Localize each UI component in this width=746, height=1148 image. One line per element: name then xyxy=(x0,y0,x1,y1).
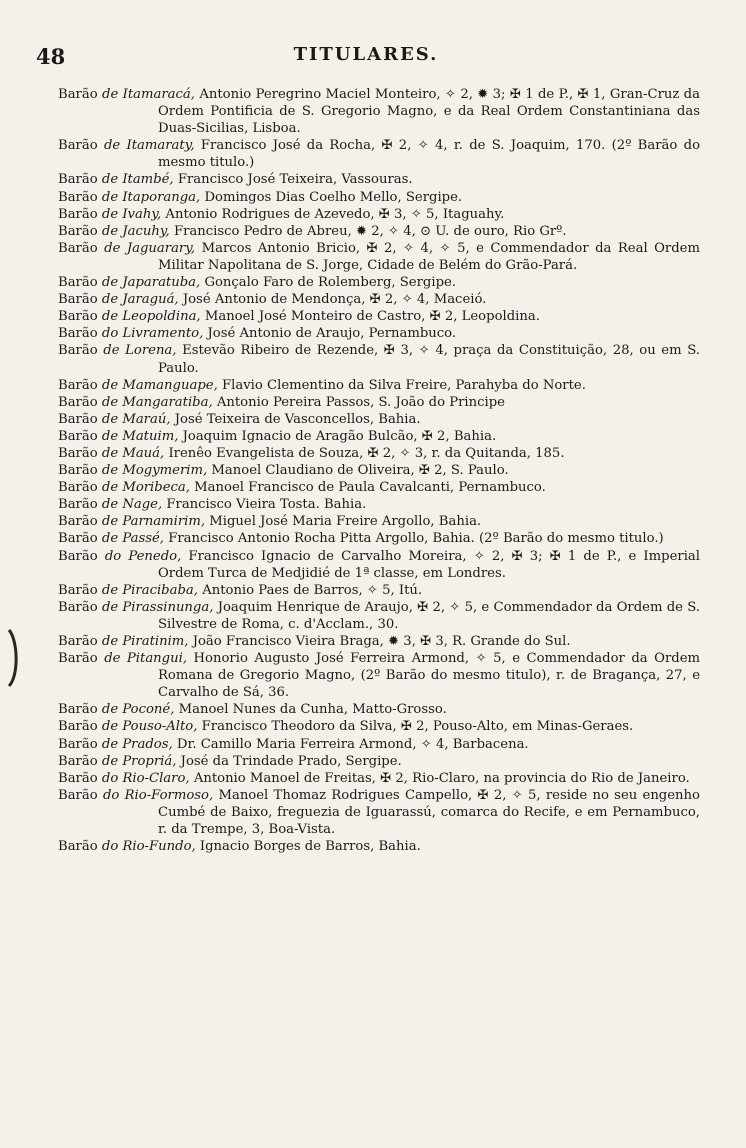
entry-rank: Barão xyxy=(58,719,98,735)
titles-list xyxy=(58,86,700,855)
entry-title: de Itaporanga, xyxy=(101,189,201,205)
title-entry xyxy=(58,223,700,240)
entry-rank: Barão xyxy=(58,275,98,291)
entry-rank: Barão xyxy=(58,223,98,239)
entry-text: Francisco José da Rocha, ✠ 2, ✧ 4, r. de S. Joaquim, 170. (2º Barão do mesmo titulo.) xyxy=(158,138,701,171)
entry-title: do Rio-Fundo, xyxy=(101,839,196,855)
entry-rank: Barão xyxy=(58,172,98,188)
entry-title: de Jacuhy, xyxy=(101,223,170,239)
entry-title: de Piratinim, xyxy=(101,634,189,649)
entry-rank: Barão xyxy=(58,309,98,325)
entry-rank: Barão xyxy=(58,582,98,598)
title-entry xyxy=(58,137,700,171)
entry-text: Francisco Theodoro da Silva, ✠ 2, Pouso-Alto, em Minas-Geraes. xyxy=(201,719,634,735)
entry-text: Estevão Ribeiro de Rezende, ✠ 3, ✧ 4, praça da Constituição, 28, ou em S. Paulo. xyxy=(158,343,700,376)
entry-title: do Penedo, xyxy=(104,548,182,564)
title-entry xyxy=(58,530,700,547)
entry-text: Manoel José Monteiro de Castro, ✠ 2, Leopoldina. xyxy=(204,309,540,325)
title-entry xyxy=(58,582,700,599)
entry-title: de Maraú, xyxy=(101,411,171,427)
entry-text: João Francisco Vieira Braga, ✹ 3, ✠ 3, R. Grande do Sul. xyxy=(192,634,571,649)
entry-text: José Antonio de Araujo, Pernambuco. xyxy=(207,326,457,342)
entry-text: Antonio Peregrino Maciel Monteiro, ✧ 2, ✹ 3; ✠ 1 de P., ✠ 1, Gran-Cruz da Ordem Pontificia de S. Gregorio Magno, e da Real Ordem Constantiniana das Duas-Sicilias, Lisboa. xyxy=(158,87,700,137)
entry-title: do Rio-Claro, xyxy=(101,770,190,786)
entry-text: Francisco Vieira Tosta. Bahia. xyxy=(166,497,367,513)
entry-text: José Antonio de Mendonça, ✠ 2, ✧ 4, Maceió. xyxy=(182,292,487,308)
entry-title: de Moribeca, xyxy=(101,480,190,496)
entry-rank: Barão xyxy=(58,463,98,479)
title-entry xyxy=(58,377,700,394)
entry-title: de Passé, xyxy=(101,531,164,547)
entry-title: de Itamaracá, xyxy=(102,87,195,102)
entry-title: de Nage, xyxy=(101,497,163,513)
entry-text: Francisco Antonio Rocha Pitta Argollo, Bahia. (2º Barão do mesmo titulo.) xyxy=(168,531,664,547)
entry-rank: Barão xyxy=(58,206,98,222)
entry-title: do Livramento, xyxy=(101,326,204,342)
title-entry xyxy=(58,701,700,718)
title-entry xyxy=(58,189,700,206)
title-entry xyxy=(58,428,700,445)
entry-rank: Barão xyxy=(58,599,98,615)
title-entry xyxy=(58,274,700,291)
entry-rank: Barão xyxy=(58,480,98,496)
title-entry xyxy=(58,342,700,376)
entry-rank: Barão xyxy=(58,787,98,803)
entry-title: de Jaguarary, xyxy=(104,240,196,256)
entry-rank: Barão xyxy=(58,189,98,205)
entry-title: de Pitangui, xyxy=(104,651,188,667)
entry-rank: Barão xyxy=(58,497,98,513)
entry-rank: Barão xyxy=(58,839,98,855)
entry-text: José Teixeira de Vasconcellos, Bahia. xyxy=(174,411,421,427)
title-entry xyxy=(58,462,700,479)
entry-text: Honorio Augusto José Ferreira Armond, ✧ 5, e Commendador da Ordem Romana de Gregorio Magno, (2º Barão do mesmo titulo), r. de Bragança, 27, e Carvalho de Sá, 36. xyxy=(158,651,701,701)
entry-text: Manoel Nunes da Cunha, Matto-Grosso. xyxy=(178,702,447,718)
entry-title: de Itamaraty, xyxy=(103,138,195,154)
entry-text: Joaquim Ignacio de Aragão Bulcão, ✠ 2, Bahia. xyxy=(182,428,497,444)
entry-text: Joaquim Henrique de Araujo, ✠ 2, ✧ 5, e Commendador da Ordem de S. Silvestre de Roma, c. d'Acclam., 30. xyxy=(158,599,700,632)
entry-text: Irenêo Evangelista de Souza, ✠ 2, ✧ 3, r. da Quitanda, 185. xyxy=(168,445,565,461)
entry-text: Antonio Pereira Passos, S. João do Principe xyxy=(216,394,505,410)
title-entry xyxy=(58,291,700,308)
entry-rank: Barão xyxy=(58,138,98,154)
title-entry xyxy=(58,86,700,137)
entry-rank: Barão xyxy=(58,343,98,359)
page-number: 48 xyxy=(36,44,66,69)
entry-title: do Rio-Formoso, xyxy=(102,787,214,803)
entry-title: de Pouso-Alto, xyxy=(101,719,198,735)
entry-rank: Barão xyxy=(58,651,98,667)
entry-title: de Prados, xyxy=(101,736,173,752)
title-entry xyxy=(58,325,700,342)
entry-text: Antonio Manoel de Freitas, ✠ 2, Rio-Claro, na provincia do Rio de Janeiro. xyxy=(193,770,690,786)
entry-title: de Mangaratiba, xyxy=(101,394,213,410)
title-entry xyxy=(58,787,700,838)
entry-title: de Itambé, xyxy=(101,172,174,188)
entry-text: Flavio Clementino da Silva Freire, Parahyba do Norte. xyxy=(221,377,586,393)
title-entry xyxy=(58,633,700,650)
entry-rank: Barão xyxy=(58,770,98,786)
entry-title: de Pirassinunga, xyxy=(101,599,214,615)
entry-rank: Barão xyxy=(58,326,98,342)
entry-rank: Barão xyxy=(58,548,98,564)
entry-rank: Barão xyxy=(58,514,98,530)
running-title: TITULARES. xyxy=(293,44,439,65)
title-entry xyxy=(58,240,700,274)
entry-title: de Propriá, xyxy=(101,753,177,769)
entry-text: Francisco Pedro de Abreu, ✹ 2, ✧ 4, ⊙ U. de ouro, Rio Grº. xyxy=(173,223,567,239)
title-entry xyxy=(58,394,700,411)
title-entry xyxy=(58,445,700,462)
entry-text: Antonio Rodrigues de Azevedo, ✠ 3, ✧ 5, Itaguahy. xyxy=(165,206,505,222)
title-entry xyxy=(58,770,700,787)
entry-title: de Ivahy, xyxy=(101,206,162,222)
entry-text: Francisco José Teixeira, Vassouras. xyxy=(177,172,413,188)
title-entry xyxy=(58,718,700,735)
entry-rank: Barão xyxy=(58,292,98,308)
entry-title: de Lorena, xyxy=(103,343,177,359)
entry-title: de Mogymerim, xyxy=(101,463,208,479)
title-entry xyxy=(58,548,700,582)
entry-rank: Barão xyxy=(58,428,98,444)
title-entry xyxy=(58,599,700,633)
entry-rank: Barão xyxy=(58,411,98,427)
title-entry xyxy=(58,753,700,770)
entry-title: de Piracibaba, xyxy=(101,582,198,598)
entry-rank: Barão xyxy=(58,702,98,718)
entry-rank: Barão xyxy=(58,531,98,547)
entry-text: Manoel Claudiano de Oliveira, ✠ 2, S. Paulo. xyxy=(211,463,509,479)
entry-text: Francisco Ignacio de Carvalho Moreira, ✧ 2, ✠ 3; ✠ 1 de P., e Imperial Ordem Turca de Medjidié de 1ª classe, em Londres. xyxy=(158,548,700,581)
title-entry xyxy=(58,479,700,496)
entry-rank: Barão xyxy=(58,445,98,461)
title-entry xyxy=(58,496,700,513)
entry-rank: Barão xyxy=(58,240,98,256)
entry-title: de Jaraguá, xyxy=(101,292,179,308)
title-entry xyxy=(58,411,700,428)
entry-text: Marcos Antonio Bricio, ✠ 2, ✧ 4, ✧ 5, e Commendador da Real Ordem Militar Napolitana de S. Jorge, Cidade de Belém do Grão-Pará. xyxy=(158,240,700,273)
margin-bracket-mark xyxy=(6,628,22,688)
title-entry xyxy=(58,171,700,188)
entry-text: Ignacio Borges de Barros, Bahia. xyxy=(199,839,421,855)
entry-title: de Japaratuba, xyxy=(101,275,201,291)
entry-rank: Barão xyxy=(58,634,98,649)
entry-title: de Mauá, xyxy=(101,445,165,461)
entry-rank: Barão xyxy=(58,87,98,102)
entry-rank: Barão xyxy=(58,377,98,393)
entry-text: Miguel José Maria Freire Argollo, Bahia. xyxy=(209,514,482,530)
entry-rank: Barão xyxy=(58,394,98,410)
entry-title: de Parnamirim, xyxy=(101,514,206,530)
entry-text: Manoel Francisco de Paula Cavalcanti, Pernambuco. xyxy=(194,480,546,496)
entry-text: José da Trindade Prado, Sergipe. xyxy=(180,753,402,769)
entry-text: Gonçalo Faro de Rolemberg, Sergipe. xyxy=(204,275,457,291)
title-entry xyxy=(58,650,700,701)
entry-title: de Poconé, xyxy=(101,702,175,718)
entry-text: Manoel Thomaz Rodrigues Campello, ✠ 2, ✧ 5, reside no seu engenho Cumbé de Baixo, freguezia de Iguarassú, comarca do Recife, e em Pernambuco, r. da Trempe, 3, Boa-Vista. xyxy=(158,787,700,838)
entry-text: Dr. Camillo Maria Ferreira Armond, ✧ 4, Barbacena. xyxy=(176,736,529,752)
page-header xyxy=(36,44,696,72)
title-entry xyxy=(58,206,700,223)
title-entry xyxy=(58,308,700,325)
title-entry xyxy=(58,736,700,753)
title-entry xyxy=(58,513,700,530)
entry-title: de Leopoldina, xyxy=(101,309,201,325)
entry-rank: Barão xyxy=(58,736,98,752)
entry-text: Domingos Dias Coelho Mello, Sergipe. xyxy=(204,189,463,205)
entry-text: Antonio Paes de Barros, ✧ 5, Itú. xyxy=(202,582,423,598)
entry-title: de Mamanguape, xyxy=(101,377,218,393)
title-entry xyxy=(58,838,700,855)
entry-title: de Matuim, xyxy=(101,428,179,444)
entry-rank: Barão xyxy=(58,753,98,769)
